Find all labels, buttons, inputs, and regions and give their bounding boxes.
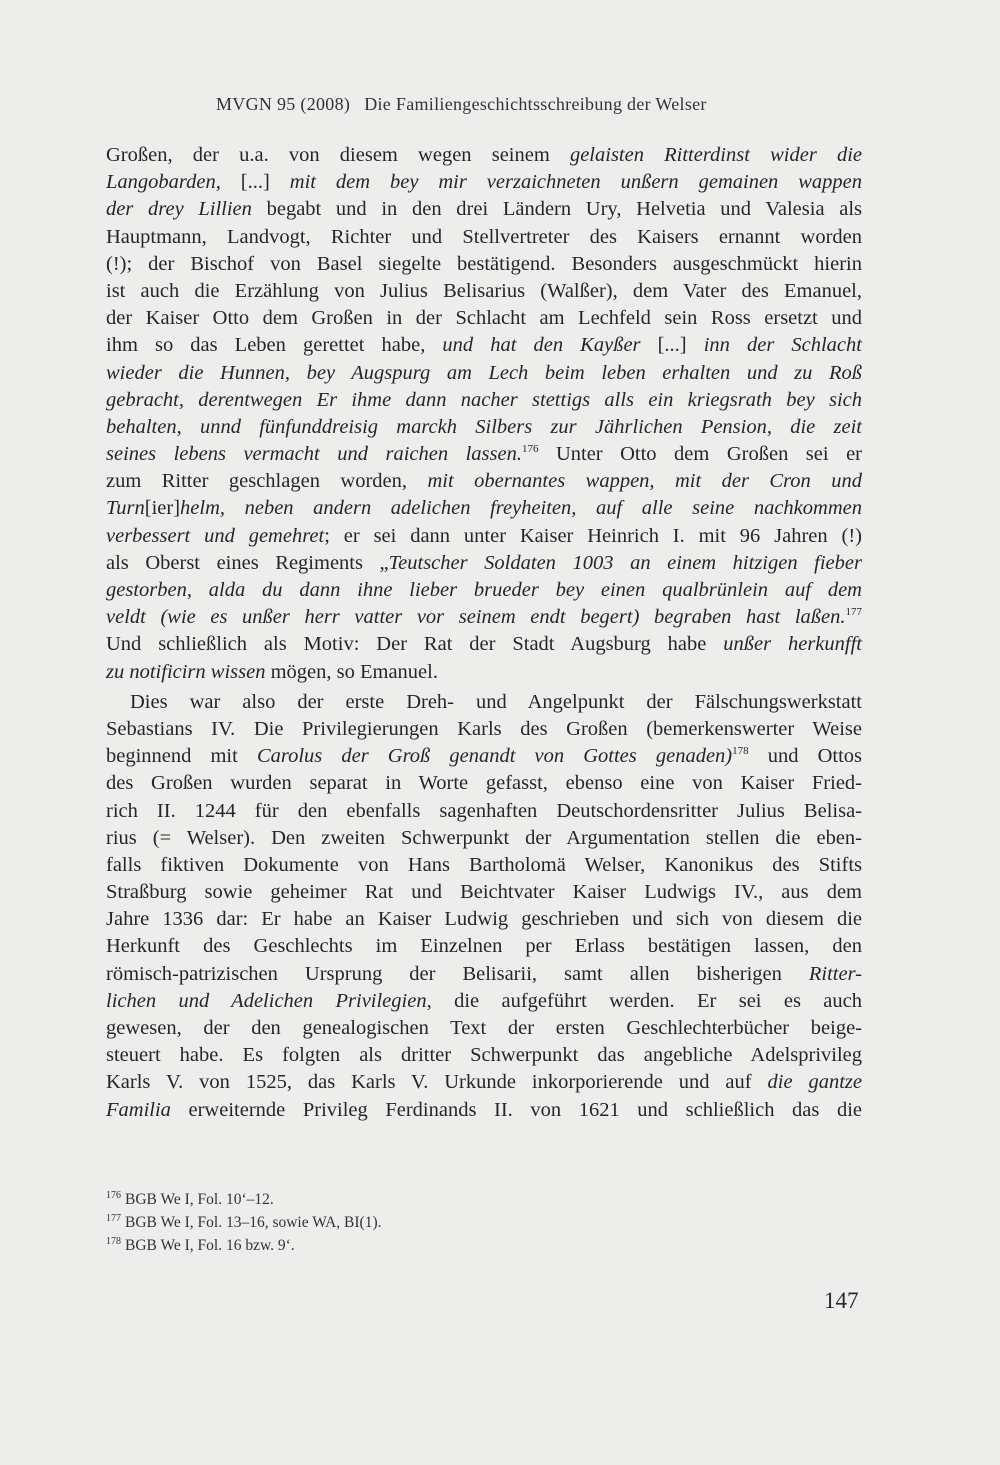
- text-line: Herkunft des Geschlechts im Einzelnen per Erlass bestätigen lassen, den: [106, 935, 862, 958]
- text-line: der Kaiser Otto dem Großen in der Schlacht am Lechfeld sein Ross ersetzt und: [106, 307, 862, 330]
- text-line: ihm so das Leben gerettet habe, und hat den Kayßer [...] inn der Schlacht: [106, 334, 862, 357]
- footnote-177: [106, 1211, 382, 1234]
- text-line: Sebastians IV. Die Privilegierungen Karls des Großen (bemerkenswerter Weise: [106, 717, 862, 740]
- page-number: 147: [824, 1288, 859, 1313]
- text-line: Großen, der u.a. von diesem wegen seinem gelaisten Ritterdinst wider die: [106, 144, 863, 166]
- article-title: Die Familiengeschichtsschreibung der Welser: [364, 94, 707, 114]
- footnote-number: 177: [106, 1213, 121, 1224]
- text-line: Jahre 1336 dar: Er habe an Kaiser Ludwig geschrieben und sich von diesem die: [106, 908, 862, 931]
- footnote-176: [106, 1188, 382, 1211]
- text-line: beginnend mit Carolus der Groß genandt von Gottes genaden)$^{178}$ und Ottos: [106, 745, 862, 768]
- paragraph-1: [106, 142, 862, 686]
- text-line: als Oberst eines Regiments „Teutscher Soldaten 1003 an einem hitzigen fieber: [106, 551, 862, 574]
- footnotes: [106, 1188, 382, 1257]
- text-line: lichen und Adelichen Privilegien, die aufgeführt werden. Er sei es auch: [106, 989, 862, 1012]
- text-line: veldt (wie es unßer herr vatter vor seinem endt begert) begraben hast laßen.$^{177}$: [106, 606, 862, 629]
- text-line: gebracht, derentwegen Er ihme dann nacher stettigs alls ein kriegsrath bey sich: [106, 388, 862, 411]
- footnote-text: BGB We I, Fol. 10‘–12.: [125, 1191, 274, 1208]
- text-line: Und schließlich als Motiv: Der Rat der Stadt Augsburg habe unßer herkunfft: [106, 633, 862, 656]
- footnote-number: 176: [106, 1190, 121, 1201]
- text-line: gewesen, der den genealogischen Text der ersten Geschlechterbücher beige-: [106, 1017, 862, 1039]
- text-line: zum Ritter geschlagen worden, mit obernantes wappen, mit der Cron und: [106, 470, 862, 493]
- text-line: zu notificirn wissen mögen, so Emanuel.: [106, 660, 438, 683]
- text-line: Dies war also der erste Dreh- und Angelpunkt der Fälschungswerkstatt: [130, 690, 862, 713]
- text-line: gestorben, alda du dann ihne lieber brueder bey einen qualbrünlein auf dem: [106, 579, 862, 601]
- text-line: Straßburg sowie geheimer Rat und Beichtvater Kaiser Ludwigs IV., aus dem: [106, 881, 862, 904]
- text-line: der drey Lillien begabt und in den drei Ländern Ury, Helvetia und Valesia als: [106, 198, 862, 221]
- text-line: Familia erweiternde Privileg Ferdinands II. von 1621 und schließlich das die: [106, 1098, 862, 1121]
- text-line: Turn[ier]helm, neben andern adelichen freyheiten, auf alle seine nachkommen: [106, 497, 862, 520]
- journal-reference: MVGN 95 (2008): [216, 94, 351, 114]
- text-line: rius (= Welser). Den zweiten Schwerpunkt der Argumentation stellen die eben-: [106, 826, 862, 849]
- text-line: seines lebens vermacht und raichen lassen.$^{176}$ Unter Otto dem Großen sei er: [106, 443, 862, 466]
- running-header: [216, 94, 707, 115]
- footnote-text: BGB We I, Fol. 16 bzw. 9‘.: [125, 1237, 295, 1254]
- text-line: Langobarden, [...] mit dem bey mir verzaichneten unßern gemainen wappen: [106, 171, 863, 194]
- text-line: rich II. 1244 für den ebenfalls sagenhaften Deutschordensritter Julius Belisa-: [106, 799, 862, 822]
- footnote-178: [106, 1234, 382, 1257]
- text-line: behalten, unnd fünfunddreisig marckh Silbers zur Jährlichen Pension, die zeit: [106, 415, 862, 438]
- footnote-text: BGB We I, Fol. 13–16, sowie WA, BI(1).: [125, 1214, 382, 1231]
- text-line: (!); der Bischof von Basel siegelte bestätigend. Besonders ausgeschmückt hierin: [106, 252, 862, 275]
- footnote-number: 178: [106, 1236, 121, 1247]
- text-line: ist auch die Erzählung von Julius Belisarius (Walßer), dem Vater des Emanuel,: [106, 279, 862, 302]
- footnote-ref-177: 177: [845, 606, 862, 619]
- text-line: des Großen wurden separat in Worte gefasst, ebenso eine von Kaiser Fried-: [106, 772, 862, 795]
- main-text: [106, 142, 862, 1124]
- text-line: Hauptmann, Landvogt, Richter und Stellvertreter des Kaisers ernannt worden: [106, 225, 862, 248]
- text-line: verbessert und gemehret; er sei dann unter Kaiser Heinrich I. mit 96 Jahren (!): [106, 524, 862, 547]
- text-line: römisch-patrizischen Ursprung der Belisarii, samt allen bisherigen Ritter-: [106, 962, 862, 985]
- text-line: steuert habe. Es folgten als dritter Schwerpunkt das angebliche Adelsprivileg: [106, 1044, 862, 1067]
- text-line: Karls V. von 1525, das Karls V. Urkunde inkorporierende und auf die gantze: [106, 1071, 862, 1094]
- footnote-ref-176: 176: [521, 443, 539, 456]
- text-line: wieder die Hunnen, bey Augspurg am Lech beim leben erhalten und zu Roß: [106, 361, 862, 384]
- paragraph-2: [106, 689, 862, 1124]
- text-line: falls fiktiven Dokumente von Hans Bartholomä Welser, Kanonikus des Stifts: [106, 853, 862, 876]
- footnote-ref-178: 178: [732, 745, 749, 758]
